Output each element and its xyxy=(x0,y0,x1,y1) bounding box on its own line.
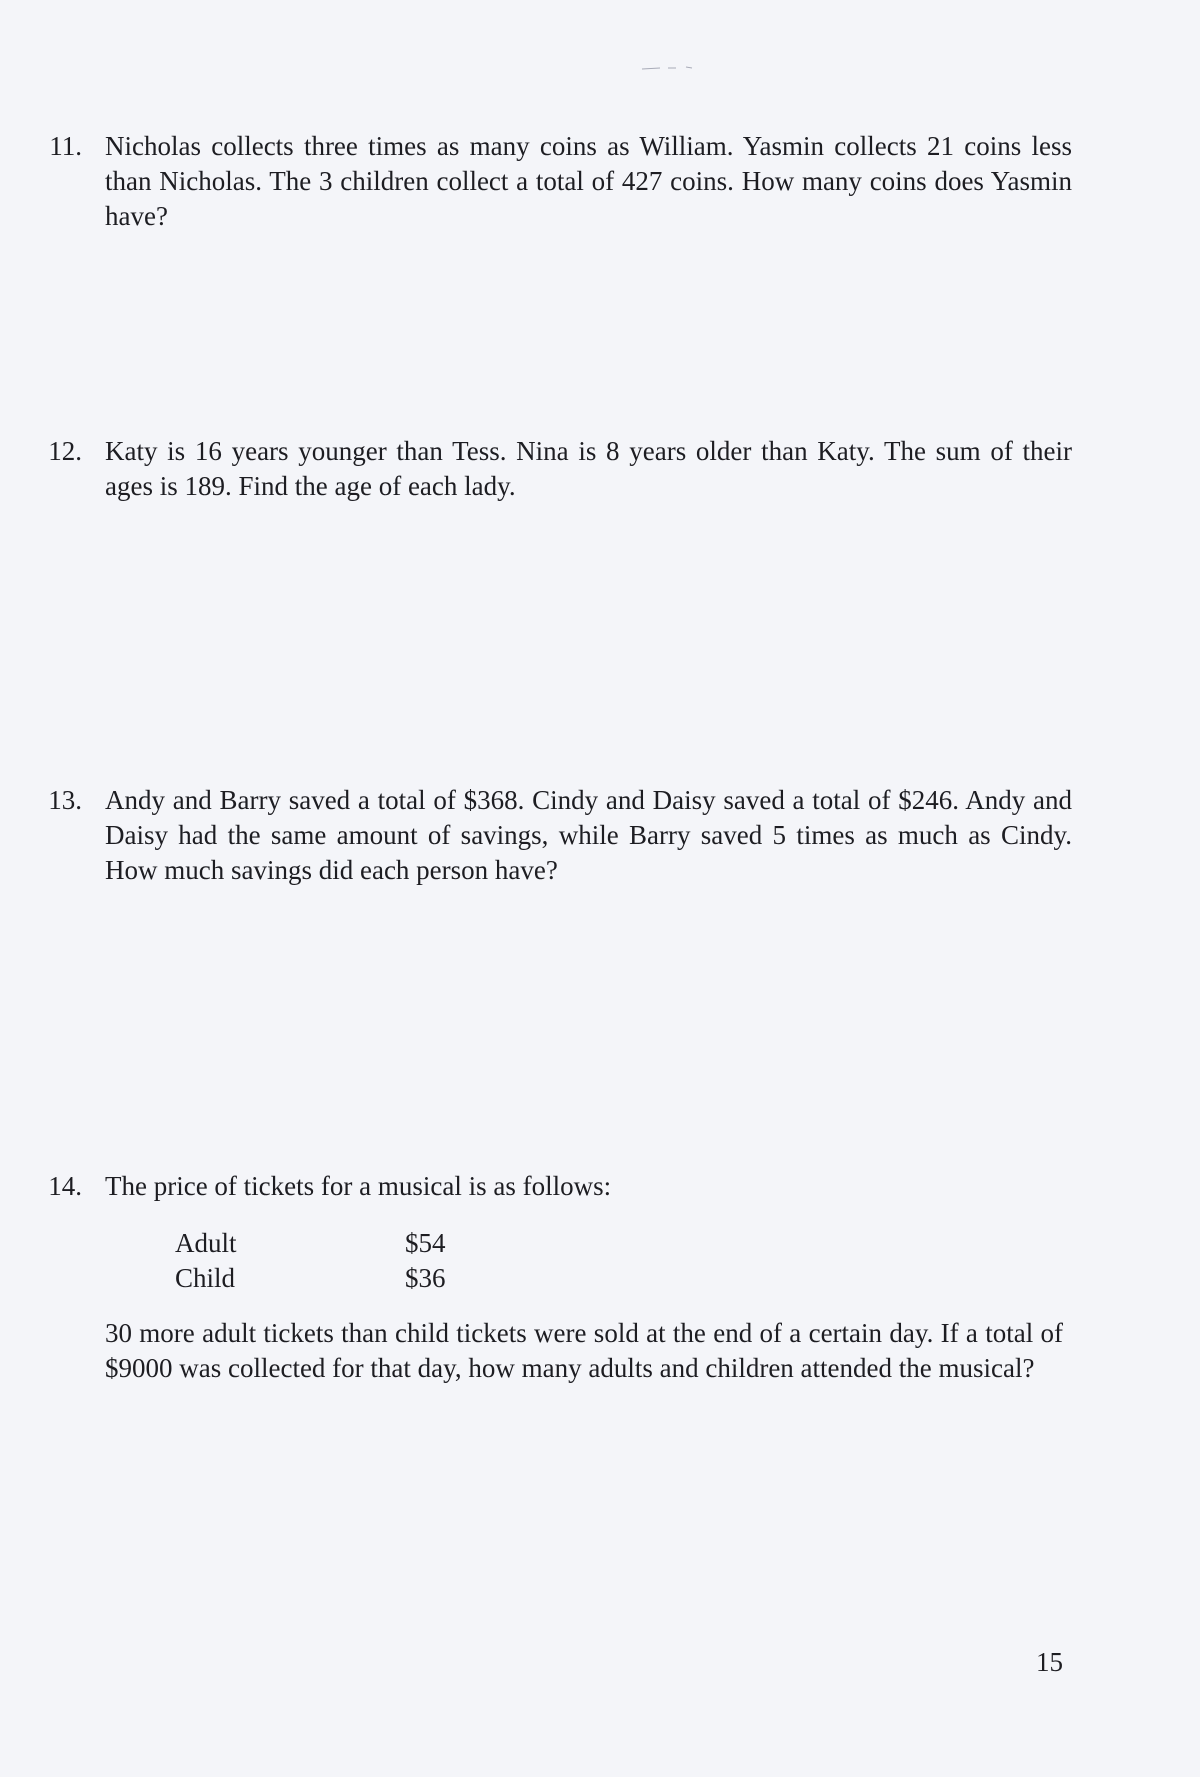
problem-number: 14. xyxy=(48,1171,82,1201)
ticket-price-table xyxy=(175,1226,446,1296)
problem-12 xyxy=(42,434,1072,504)
problem-11 xyxy=(42,129,1072,234)
problem-number: 13. xyxy=(48,785,82,815)
ticket-type-label: Child xyxy=(175,1263,236,1293)
problem-text: Nicholas collects three times as many coins as William. Yasmin collects 21 coins less than Nicholas. The 3 children collect a total of 427 coins. How many coins does Yasmin have? xyxy=(105,131,1072,231)
problem-14 xyxy=(42,1169,1072,1204)
price-row-adult xyxy=(175,1226,446,1261)
ticket-price: $36 xyxy=(405,1263,446,1293)
problem-number: 11. xyxy=(49,131,82,161)
page-number: 15 xyxy=(1036,1647,1063,1677)
ticket-type-label: Adult xyxy=(175,1228,237,1258)
price-row-child xyxy=(175,1261,446,1296)
problem-14-follow-up: 30 more adult tickets than child tickets were sold at the end of a certain day. If a total of $9000 was collected for that day, how many adults and children attended the musical? xyxy=(105,1318,1063,1383)
problem-number: 12. xyxy=(48,436,82,466)
problem-text: The price of tickets for a musical is as follows: xyxy=(105,1171,612,1201)
problem-13 xyxy=(42,783,1072,888)
ticket-price: $54 xyxy=(405,1228,446,1258)
problem-text: Katy is 16 years younger than Tess. Nina is 8 years older than Katy. The sum of their ages is 189. Find the age of each lady. xyxy=(105,436,1072,501)
problem-text: Andy and Barry saved a total of $368. Cindy and Daisy saved a total of $246. Andy and Daisy had the same amount of savings, while Barry saved 5 times as much as Cindy. How much savings did each person have? xyxy=(105,785,1072,885)
scan-mark xyxy=(640,63,710,67)
